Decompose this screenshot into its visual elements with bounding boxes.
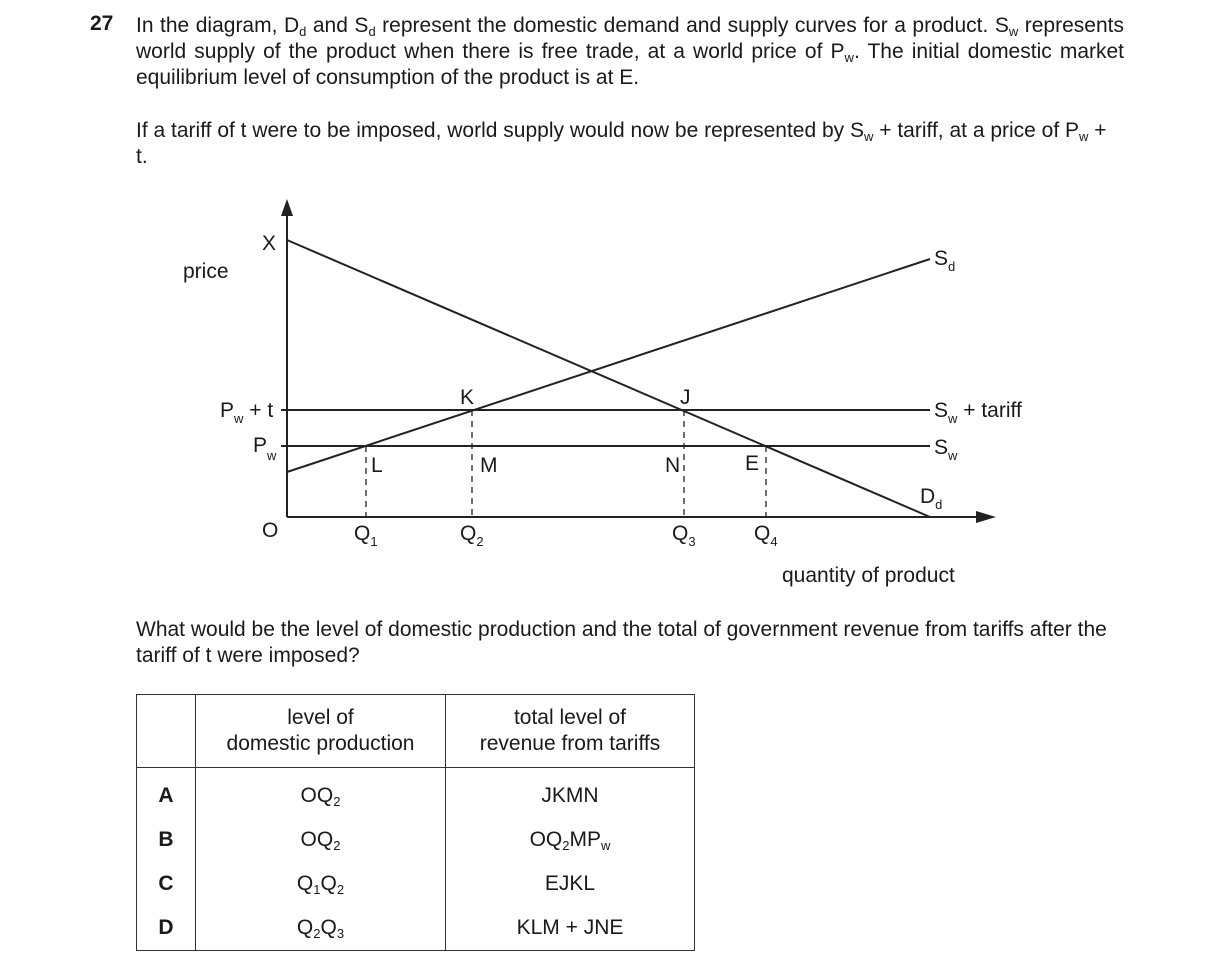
origin-label: O	[262, 519, 279, 542]
point-l-label: L	[371, 454, 383, 477]
question-number: 27	[90, 12, 114, 35]
header-production: level of domestic production	[196, 695, 446, 768]
tariff-statement: If a tariff of t were to be imposed, world supply would now be represented by $S_w$ + tariff, at a price of $P_w + t$.	[136, 119, 1107, 168]
demand-curve-dd	[287, 240, 930, 517]
option-production: $Q_2Q_3$	[196, 906, 446, 951]
option-letter[interactable]: D	[137, 906, 196, 951]
point-e-label: E	[745, 452, 760, 475]
option-row-a[interactable]	[137, 768, 695, 819]
option-letter[interactable]: A	[137, 768, 196, 819]
point-n-label: N	[665, 454, 681, 477]
header-empty-cell	[137, 695, 196, 768]
x-axis-label: quantity of product	[782, 564, 955, 587]
price-tariff-label: $P_w + t$	[220, 399, 274, 426]
q2-label: $Q_2$	[460, 522, 484, 549]
option-row-c[interactable]	[137, 862, 695, 906]
sd-label: $S_d$	[934, 247, 956, 274]
q4-label: $Q_4$	[754, 522, 778, 549]
q1-label: $Q_1$	[354, 522, 378, 549]
answer-options-table	[136, 694, 695, 951]
option-revenue: EJKL	[446, 862, 695, 906]
option-revenue: $OQ_2MP_w$	[446, 818, 695, 862]
dd-label: $D_d$	[920, 485, 943, 512]
sw-label: $S_w$	[934, 436, 958, 463]
option-revenue: JKMN	[446, 768, 695, 819]
sw-tariff-label: $S_w$ + tariff	[934, 399, 1022, 426]
option-letter[interactable]: C	[137, 862, 196, 906]
x-axis-arrow-icon	[976, 511, 996, 523]
option-production: $OQ_2$	[196, 818, 446, 862]
point-m-label: M	[480, 454, 498, 477]
table-header-row	[137, 695, 695, 768]
y-axis-label: price	[183, 260, 229, 283]
question-prompt: What would be the level of domestic production and the total of government revenue from tariffs after the tariff of t were imposed?	[136, 618, 1107, 667]
q3-label: $Q_3$	[672, 522, 696, 549]
option-production: $Q_1Q_2$	[196, 862, 446, 906]
option-production: $OQ_2$	[196, 768, 446, 819]
point-x-label: X	[262, 232, 277, 255]
point-k-label: K	[460, 386, 475, 409]
price-world-label: $P_w$	[253, 434, 277, 463]
y-axis-arrow-icon	[281, 199, 293, 216]
option-row-d[interactable]	[137, 906, 695, 951]
question-intro: In the diagram, $D_d$ and $S_d$ represent the domestic demand and supply curves for a product. $S_w$ represents world supply of the product when there is free trade, at a world price of $P_w$. The initial domestic market equilibrium level of consumption of the product is at E.	[136, 14, 1125, 89]
point-j-label: J	[680, 386, 691, 409]
option-row-b[interactable]	[137, 818, 695, 862]
option-letter[interactable]: B	[137, 818, 196, 862]
option-revenue: KLM + JNE	[446, 906, 695, 951]
header-revenue: total level of revenue from tariffs	[446, 695, 695, 768]
supply-curve-sd	[287, 259, 930, 472]
